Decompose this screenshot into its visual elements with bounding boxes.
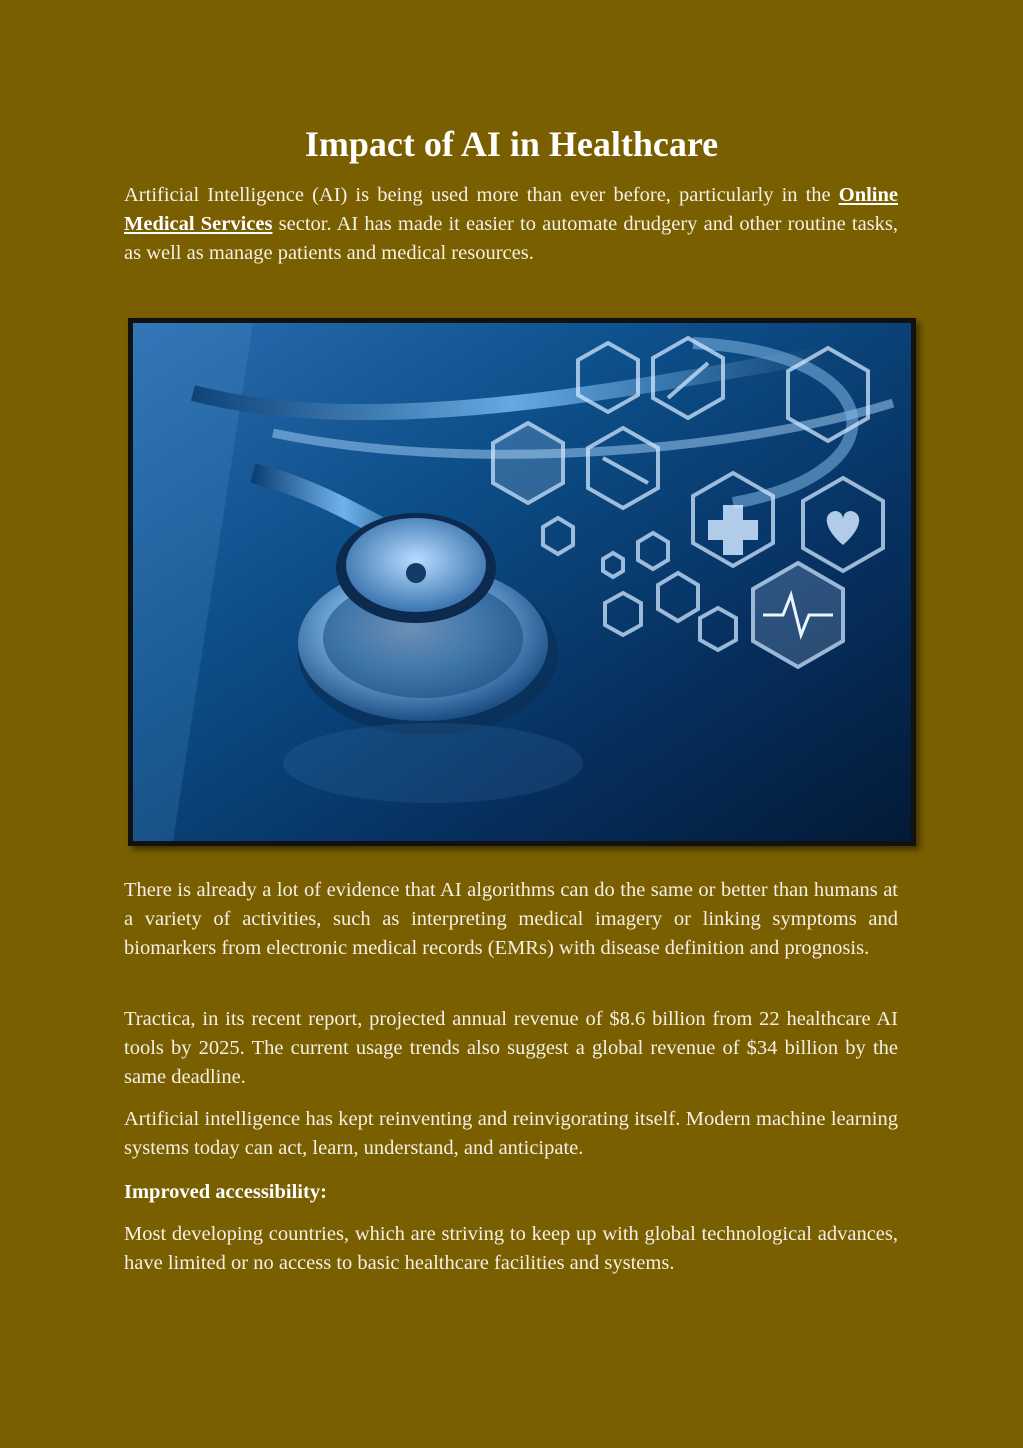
stethoscope-image [128,318,916,846]
bandage-icon [493,423,563,503]
stethoscope-illustration [133,323,911,841]
online-medical-services-link[interactable]: Online Medical Services [124,184,898,235]
paragraph-reinventing: Artificial intelligence has kept reinventing and reinvigorating itself. Modern machine learning systems today can act, learn, understand, and anticipate. [124,1108,898,1159]
section-heading: Improved accessibility: [124,1181,327,1203]
page-title: Impact of AI in Healthcare [304,124,719,164]
paragraph-evidence: There is already a lot of evidence that AI algorithms can do the same or better than humans at a variety of activities, such as interpreting medical imagery or linking symptoms and biomarkers from electronic medical records (EMRs) with disease definition and prognosis. [124,879,898,959]
paragraph-accessibility: Most developing countries, which are striving to keep up with global technological advances, have limited or no access to basic healthcare facilities and systems. [124,1223,898,1274]
intro-text-before: Artificial Intelligence (AI) is being used more than ever before, particularly in the [124,184,839,206]
intro-paragraph [124,181,898,268]
intro-text-after: sector. AI has made it easier to automate drudgery and other routine tasks, as well as manage patients and medical resources. [124,213,899,264]
paragraph-revenue: Tractica, in its recent report, projected annual revenue of $8.6 billion from 22 healthcare AI tools by 2025. The current usage trends also suggest a global revenue of $34 billion by the same deadline. [124,1008,898,1088]
